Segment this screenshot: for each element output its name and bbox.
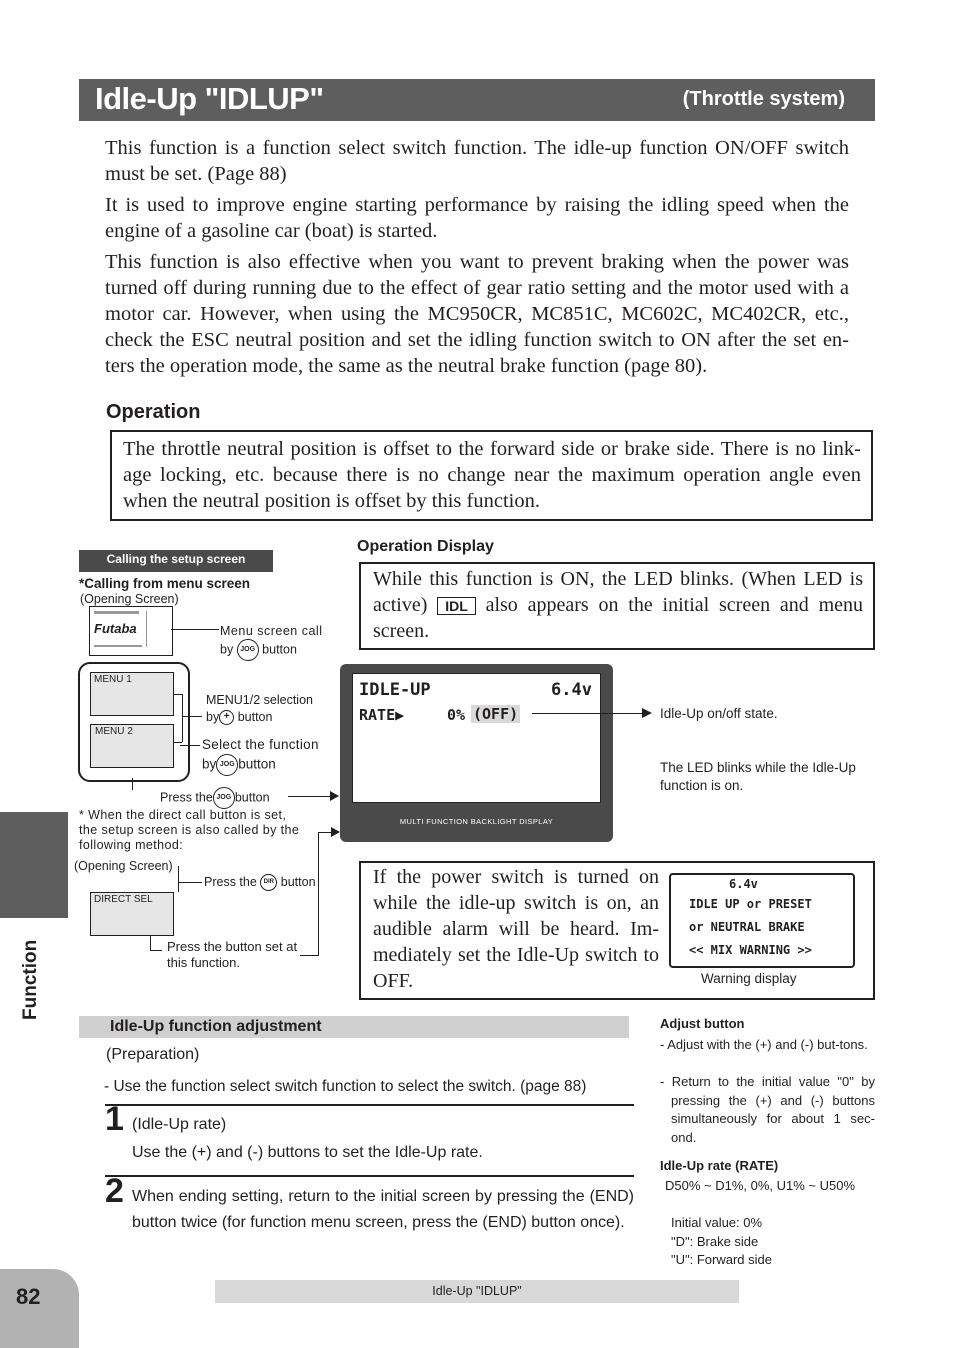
- lcd-voltage: 6.4v: [551, 680, 592, 700]
- screen-line: [94, 611, 139, 614]
- page-title: Idle-Up "IDLUP": [95, 81, 324, 116]
- operation-display-heading: Operation Display: [357, 538, 494, 555]
- menu12-by: [206, 710, 272, 725]
- step-1-text: Use the (+) and (-) buttons to set the Idle-Up rate.: [132, 1144, 483, 1161]
- connector-line: [180, 745, 200, 746]
- arrow-head: [330, 791, 339, 801]
- jog-button-icon: JOG: [237, 639, 259, 661]
- led-text-b: also appears on the initial screen and menu screen.: [373, 594, 864, 642]
- connector-line: [178, 882, 202, 883]
- button-text: button: [262, 642, 297, 657]
- menu1-label: MENU 1: [94, 674, 132, 685]
- direct-sel-label: DIRECT SEL: [94, 894, 153, 905]
- opening-screen-thumbnail: [89, 606, 173, 656]
- page-subtitle: (Throttle system): [682, 88, 845, 110]
- connector-line: [300, 955, 319, 956]
- press-button-set-label: Press the button set at this function.: [167, 939, 298, 970]
- u-side-note: "U": Forward side: [671, 1252, 772, 1267]
- select-function-label: Select the function: [202, 737, 319, 752]
- warning-line-1: IDLE UP or PRESET: [689, 897, 812, 911]
- dir-button-icon: DIR: [260, 874, 277, 891]
- button-text: button: [280, 874, 316, 889]
- arrow-line: [288, 796, 332, 797]
- side-tab: [0, 812, 68, 918]
- led-note-box: [359, 562, 875, 650]
- arrow-line: [532, 713, 644, 714]
- arrow-head: [642, 708, 652, 718]
- arrow-head: [331, 827, 340, 837]
- menu1-screen: [90, 672, 174, 716]
- calling-setup-label: Calling the setup screen: [79, 550, 273, 572]
- button-text: button: [237, 710, 273, 724]
- d-side-note: "D": Brake side: [671, 1234, 759, 1249]
- press-dir-label: [204, 874, 316, 891]
- adjust-note-2: - Return to the initial value "0" by pressing the (+) and (-) buttons simultaneously for about 1 sec-ond.: [660, 1074, 875, 1145]
- plus-button-icon: +: [219, 710, 234, 725]
- rate-heading: Idle-Up rate (RATE): [660, 1158, 779, 1173]
- preparation-note: - Use the function select switch function to select the switch. (page 88): [104, 1078, 587, 1095]
- warning-line-3: << MIX WARNING >>: [689, 943, 812, 957]
- press-jog-label: [160, 787, 270, 809]
- connector-line: [150, 936, 151, 950]
- idl-badge: IDL: [437, 597, 476, 615]
- connector-line: [182, 716, 202, 717]
- divider: [105, 1104, 634, 1106]
- led-note-text: [373, 566, 863, 644]
- screen-panel: [146, 611, 167, 647]
- connector-line: [132, 778, 133, 790]
- connector-line: [171, 629, 219, 630]
- title-bar: [79, 79, 875, 121]
- page-number: 82: [16, 1284, 41, 1309]
- initial-value: Initial value: 0%: [671, 1215, 763, 1230]
- press-text: Press the: [160, 790, 213, 805]
- by-text: by: [206, 710, 220, 724]
- warning-lcd-voltage: 6.4v: [729, 877, 758, 891]
- jog-button-icon: JOG: [213, 787, 235, 809]
- lcd-title: IDLE-UP: [359, 680, 431, 700]
- operation-box: [110, 430, 873, 521]
- preparation-label: (Preparation): [106, 1046, 200, 1063]
- press-text: Press the: [204, 874, 257, 889]
- lcd-screen: [352, 673, 601, 803]
- connector-line: [150, 950, 162, 951]
- connector-line: [178, 866, 179, 892]
- button-text: button: [238, 756, 276, 772]
- lcd-rate-label: RATE▶: [359, 706, 405, 724]
- menu2-screen: [90, 724, 174, 768]
- step-2-text: When ending setting, return to the initial screen by pressing the (END) button twice (for function menu screen, press the (END) button once).: [132, 1188, 634, 1231]
- state-label: Idle-Up on/off state.: [660, 706, 778, 721]
- warning-caption: Warning display: [701, 971, 797, 986]
- menu12-selection-label: MENU1/2 selection: [206, 693, 313, 707]
- warning-lcd: [669, 873, 855, 968]
- adjust-note-1: - Adjust with the (+) and (-) but-tons.: [660, 1037, 868, 1052]
- intro-paragraph: It is used to improve engine starting performance by raising the idling speed when the engine of a gasoline car (boat) is started.: [105, 194, 849, 242]
- direct-call-note: * When the direct call button is set, the setup screen is also called by the following method:: [79, 808, 300, 852]
- intro-text: [105, 135, 849, 384]
- menu2-label: MENU 2: [95, 726, 133, 737]
- button-text: button: [234, 790, 270, 805]
- lcd-rate-value: 0%: [447, 706, 466, 724]
- warning-text: If the power switch is turned on while the idle-up switch is on, an audible alarm will be heard. Im-mediately set the Idle-Up switch to OFF.: [373, 866, 659, 992]
- calling-menu-label: *Calling from menu screen: [79, 576, 251, 591]
- led-blink-note: The LED blinks while the Idle-Up function is on.: [660, 760, 856, 793]
- running-footer: Idle-Up "IDLUP": [215, 1280, 739, 1303]
- menu-call-by: [220, 639, 297, 661]
- adjustment-title-bar: [79, 1016, 629, 1038]
- connector-line: [174, 694, 182, 695]
- intro-paragraph: This function is a function select switch function. The idle-up function ON/OFF switch must be set. (Page 88): [105, 137, 849, 185]
- operation-text: The throttle neutral position is offset to the forward side or brake side. There is no link-age locking, etc. because there is no change near the maximum operation angle even when the neutral position is offset by this function.: [123, 438, 861, 512]
- direct-sel-screen: [90, 892, 174, 936]
- divider: [105, 1175, 634, 1177]
- warning-box: [359, 861, 875, 1000]
- adjust-button-heading: Adjust button: [660, 1016, 745, 1031]
- warning-line-2: or NEUTRAL BRAKE: [689, 920, 805, 934]
- connector-line: [182, 694, 183, 742]
- adjustment-title: Idle-Up function adjustment: [110, 1018, 322, 1035]
- side-tab-label: Function: [20, 939, 41, 1020]
- screen-line: [94, 645, 142, 647]
- operation-heading: Operation: [106, 401, 201, 423]
- opening-screen-label-2: (Opening Screen): [74, 859, 173, 873]
- step-1-title: (Idle-Up rate): [132, 1116, 227, 1133]
- led-text-a: While this function is ON, the LED blinks. (When LED is active): [373, 568, 863, 616]
- opening-screen-label: (Opening Screen): [80, 592, 179, 606]
- connector-line: [318, 832, 319, 956]
- lcd-footer-label: MULTI FUNCTION BACKLIGHT DISPLAY: [399, 817, 554, 826]
- futaba-logo: Futaba: [94, 621, 137, 636]
- by-text: by: [220, 642, 234, 657]
- connector-line: [174, 742, 182, 743]
- menu-call-label: Menu screen call: [220, 624, 323, 638]
- lcd-state: (OFF): [473, 705, 519, 723]
- rate-range: D50% ~ D1%, 0%, U1% ~ U50%: [665, 1178, 856, 1193]
- jog-button-icon: JOG: [216, 754, 238, 776]
- intro-paragraph: This function is also effective when you want to prevent braking when the power was turned off during running due to the effect of gear ratio setting and the motor used with a motor car. However, when using the MC950CR, MC851C, MC602C, MC402CR, etc., check the ESC neutral position and set the idling function switch to ON after the set en-ters the operation mode, the same as the neutral brake function (page 80).: [105, 251, 849, 377]
- lcd-display: [340, 664, 613, 842]
- select-function-by: [202, 754, 276, 776]
- by-text: by: [202, 756, 217, 772]
- step-2-number: 2: [105, 1172, 124, 1210]
- step-1-number: 1: [105, 1100, 124, 1138]
